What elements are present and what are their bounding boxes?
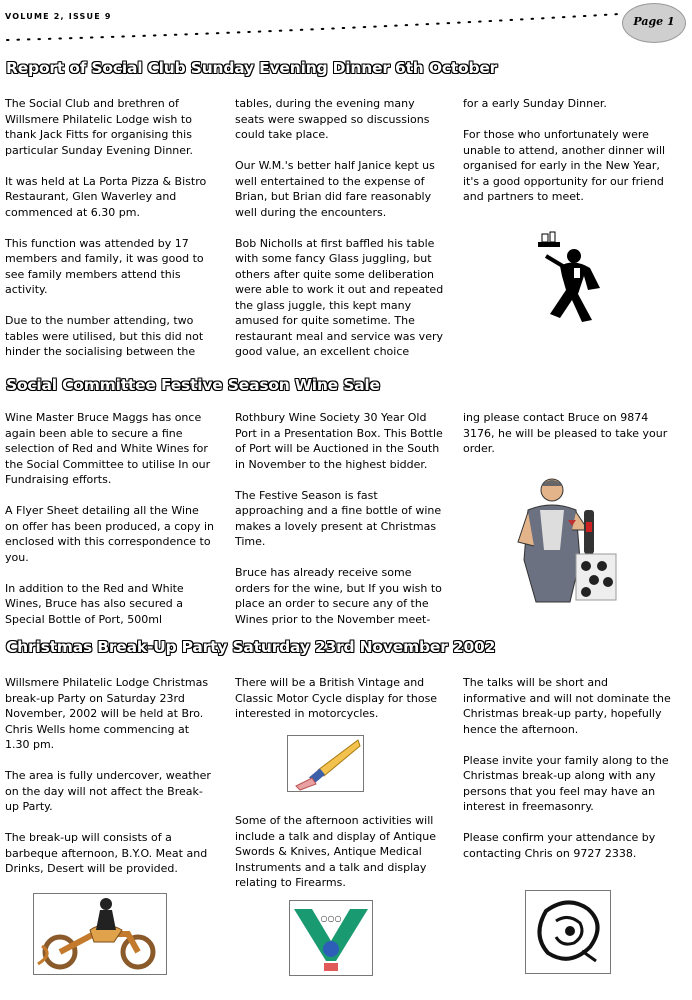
wine-column-2 <box>235 410 445 643</box>
page-badge <box>622 3 686 43</box>
dinner-column-3 <box>463 96 673 220</box>
paragraph: Willsmere Philatelic Lodge Christmas break-up Party on Saturday 23rd November, 2002 will be held at Bro. Chris Wells home commencing at 1.30 pm. <box>5 676 209 751</box>
paragraph: Bob Nicholls at first baffled his table with some fancy Glass juggling, but others after quite some deliberation were able to work it out and repeated the glass juggle, this kept many amused for quite sometime. The restaurant meal and service was very good value, an excellent choice <box>235 236 444 358</box>
paragraph: Due to the number attending, two tables were utilised, but this did not hinder the socialising between the <box>5 314 204 358</box>
wine-man-icon <box>510 470 625 605</box>
wine-column-1 <box>5 410 215 643</box>
paragraph: Wine Master Bruce Maggs has once again been able to secure a fine selection of Red and White Wines for the Social Committee to utilise In our Fundraising efforts. <box>5 411 211 486</box>
paragraph: Our W.M.'s better half Janice kept us well entertained to the expense of Brian, but Brian did fare reasonably well during the encounters. <box>235 159 435 219</box>
paragraph: Rothbury Wine Society 30 Year Old Port in a Presentation Box. This Bottle of Port will be Auctioned in the South in November to the highest bidder. <box>235 411 443 471</box>
paragraph: There will be a British Vintage and Classic Motor Cycle display for those interested in motorcycles. <box>235 676 438 720</box>
paragraph: The area is fully undercover, weather on the day will not affect the Break-up Party. <box>5 769 211 813</box>
waiter-icon <box>530 228 615 323</box>
paragraph: The Social Club and brethren of Willsmere Philatelic Lodge wish to thank Jack Fitts for organising this particular Sunday Evening Dinner. <box>5 97 194 157</box>
paragraph: The break-up will consists of a barbeque afternoon, B.Y.O. Meat and Drinks, Desert will be provided. <box>5 831 208 875</box>
paragraph: Some of the afternoon activities will include a talk and display of Antique Swords & Knives, Antique Medical Instruments and a talk and display relating to Firearms. <box>235 814 436 889</box>
section-title-wine-sale: Social Committee Festive Season Wine Sale <box>6 376 380 394</box>
firearm-icon <box>525 890 611 974</box>
svg-text:○○○: ○○○ <box>320 914 342 923</box>
paragraph: This function was attended by 17 members and family, it was good to see family members attend this activity. <box>5 236 204 296</box>
paragraph: It was held at La Porta Pizza & Bistro Restaurant, Glen Waverley and commenced at 6.30 pm. <box>5 174 207 219</box>
paragraph: In addition to the Red and White Wines, Bruce has also secured a Special Bottle of Port, 500ml <box>5 581 184 626</box>
paragraph: Please confirm your attendance by contacting Chris on 9727 2338. <box>463 831 656 860</box>
issue-label: VOLUME 2, ISSUE 9 <box>5 12 112 21</box>
party-column-1 <box>5 675 215 892</box>
wine-column-3 <box>463 410 673 472</box>
section-title-dinner: Report of Social Club Sunday Evening Dinner 6th October <box>6 59 498 77</box>
dinner-column-1 <box>5 96 215 375</box>
paragraph: For those who unfortunately were unable to attend, another dinner will organised for early in the New Year, it's a good opportunity for our friend and partners to meet. <box>463 128 666 203</box>
party-column-2b <box>235 813 445 906</box>
section-title-christmas-party: Christmas Break-Up Party Saturday 23rd November 2002 <box>6 638 496 656</box>
party-column-2a <box>235 675 445 737</box>
paragraph: Please invite your family along to the Christmas break-up along with any persons that you feel may have an interest in freemasonry. <box>463 753 669 813</box>
paragraph: The talks will be short and informative and will not dominate the Christmas break-up party, hopefully hence the afternoon. <box>463 676 671 736</box>
dinner-column-2 <box>235 96 445 375</box>
paragraph: for a early Sunday Dinner. <box>463 97 607 110</box>
paragraph: ing please contact Bruce on 9874 3176, he will be pleased to take your order. <box>463 411 668 455</box>
motorcycle-icon <box>33 893 167 975</box>
dotted-divider <box>5 8 625 44</box>
paragraph: A Flyer Sheet detailing all the Wine on offer has been produced, a copy in enclosed with this correspondence to you. <box>5 504 214 564</box>
paragraph: The Festive Season is fast approaching and a fine bottle of wine makes a lovely present at Christmas Time. <box>235 488 442 548</box>
medical-icon <box>289 900 373 976</box>
dagger-icon <box>287 735 364 792</box>
page-number: Page 1 <box>633 15 675 28</box>
paragraph: tables, during the evening many seats were swapped so discussions could take place. <box>235 97 430 141</box>
party-column-3 <box>463 675 673 877</box>
paragraph: Bruce has already receive some orders for the wine, but If you wish to place an order to secure any of the Wines prior to the November meet- <box>235 566 442 626</box>
